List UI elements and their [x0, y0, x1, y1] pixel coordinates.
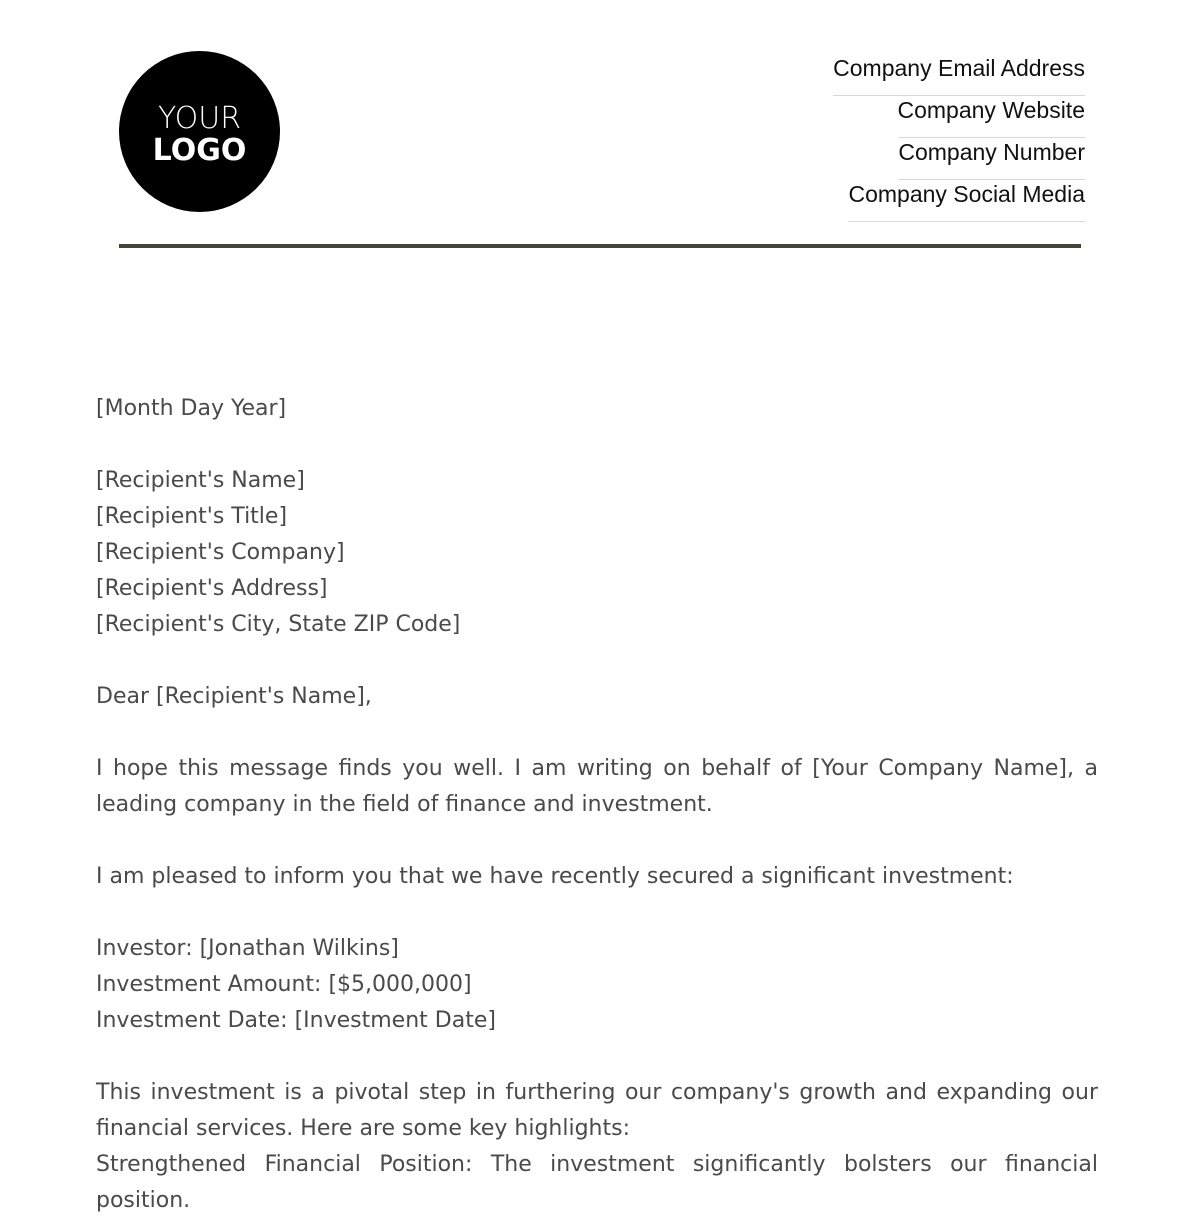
investment-date-line: Investment Date: [Investment Date] — [96, 1008, 496, 1033]
letter-body — [96, 391, 1098, 1219]
investment-details — [96, 931, 1098, 1039]
investor-line: Investor: [Jonathan Wilkins] — [96, 936, 399, 961]
recipient-address: [Recipient's Address] — [96, 576, 328, 601]
announcement-paragraph: I am pleased to inform you that we have recently secured a significant investment: — [96, 864, 1014, 889]
letter-date: [Month Day Year] — [96, 396, 287, 421]
recipient-company: [Recipient's Company] — [96, 540, 345, 565]
investment-amount-line: Investment Amount: [$5,000,000] — [96, 972, 472, 997]
salutation: Dear [Recipient's Name], — [96, 684, 372, 709]
recipient-block — [96, 463, 1098, 643]
intro-paragraph: I hope this message finds you well. I am writing on behalf of [Your Company Name], a leading company in the field of finance and investment. — [96, 756, 1098, 817]
recipient-title: [Recipient's Title] — [96, 504, 288, 529]
company-email: Company Email Address — [833, 54, 1085, 96]
header-divider — [119, 244, 1081, 248]
highlight-item: Strengthened Financial Position: The investment significantly bolsters our financial position. — [96, 1152, 1098, 1213]
company-contact-block — [833, 54, 1085, 222]
company-number: Company Number — [898, 138, 1085, 180]
company-social-media: Company Social Media — [848, 180, 1085, 222]
recipient-city-state-zip: [Recipient's City, State ZIP Code] — [96, 612, 461, 637]
logo-line-2: LOGO — [152, 132, 247, 168]
company-website: Company Website — [898, 96, 1086, 138]
highlights-intro-paragraph: This investment is a pivotal step in furthering our company's growth and expanding our financial services. Here are some key highlights: — [96, 1080, 1098, 1141]
recipient-name: [Recipient's Name] — [96, 468, 305, 493]
logo-line-1: YOUR — [157, 100, 242, 136]
company-logo — [119, 51, 280, 212]
